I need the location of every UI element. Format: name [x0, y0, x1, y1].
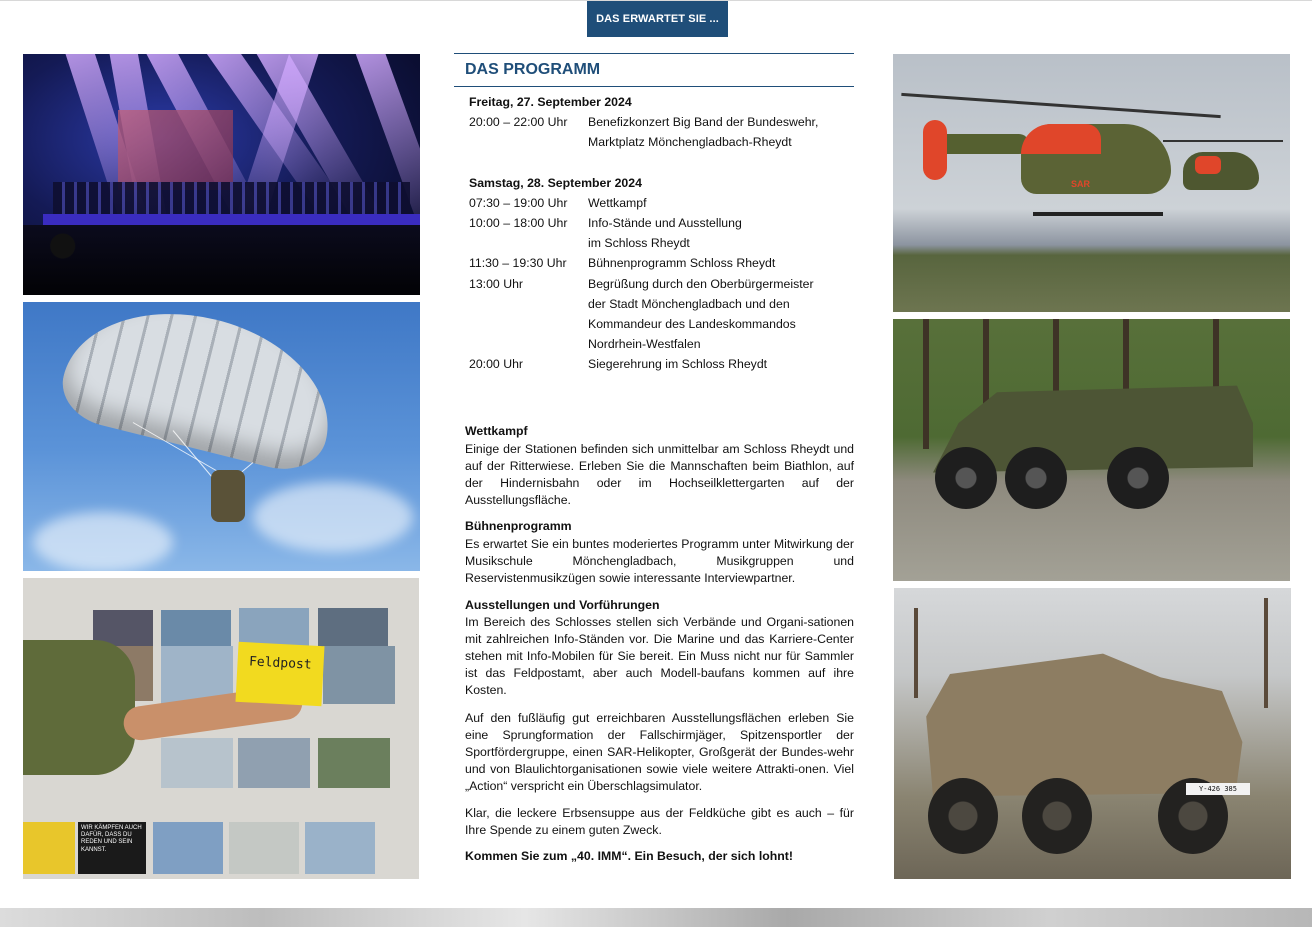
entry-desc: Siegerehrung im Schloss Rheydt	[588, 357, 768, 371]
day-label: Freitag, 27. September 2024	[469, 95, 632, 109]
entry-desc: im Schloss Rheydt	[588, 236, 690, 250]
entry-desc: Marktplatz Mönchengladbach-Rheydt	[588, 135, 792, 149]
photo-parachute	[23, 302, 420, 571]
paragraph: Klar, die leckere Erbsensuppe aus der Feldküche gibt es auch – für Ihre Spende zu einem guten Zweck.	[465, 806, 854, 837]
article-heading: Wettkampf	[465, 424, 528, 438]
banner-text: WIR KÄMPFEN AUCH DAFÜR, DASS DU REDEN UND SEIN KANNST.	[78, 822, 146, 874]
paragraph: Auf den fußläufig gut erreichbaren Ausstellungsflächen erleben Sie eine Sprungformation der Fallschirmjäger, Spitzensportler der Sportfördergruppe, einen SAR-Helikopter, Großgerät der Bundes-wehr und von Blaulichtorganisationen sowie viele weitere Attrakti-onen. Viel „Action“ verspricht ein Überschlagsimulator.	[465, 711, 854, 793]
footer-band	[0, 908, 1312, 927]
feldpost-card-text: Feldpost	[248, 654, 312, 673]
entry-desc: Kommandeur des Landeskommandos	[588, 317, 796, 331]
license-plate: Y-426 385	[1186, 783, 1250, 795]
day-label: Samstag, 28. September 2024	[469, 176, 642, 190]
entry-time: 13:00 Uhr	[469, 277, 524, 291]
entry-desc: Bühnenprogramm Schloss Rheydt	[588, 256, 776, 270]
entry-time: 11:30 – 19:30 Uhr	[469, 256, 567, 270]
entry-desc: Begrüßung durch den Oberbürgermeister	[588, 277, 814, 291]
section-rule-bottom	[454, 86, 854, 87]
article-text: Im Bereich des Schlosses stellen sich Verbände und Organi-sationen mit zahlreichen Info-Ständen vor. Die Marine und das Karriere-Center stehen mit Info-Mobilen für Sie bereit. Ein Muss nicht nur für Sammler ist das Feldpostamt, aber auch Modell-baufans kommen auf ihre Kosten.	[465, 615, 854, 697]
section-rule-top	[454, 53, 854, 54]
entry-desc: Wettkampf	[588, 196, 647, 210]
entry-desc: Benefizkonzert Big Band der Bundeswehr,	[588, 115, 819, 129]
entry-desc: der Stadt Mönchengladbach und den	[588, 297, 790, 311]
photo-feldpost-wall	[23, 578, 419, 879]
section-title: DAS PROGRAMM	[465, 61, 601, 78]
photo-patrol-vehicle	[894, 588, 1291, 879]
entry-time: 20:00 – 22:00 Uhr	[469, 115, 568, 129]
entry-desc: Info-Stände und Ausstellung	[588, 216, 742, 230]
photo-concert	[23, 54, 420, 295]
entry-time: 10:00 – 18:00 Uhr	[469, 216, 568, 230]
article-heading: Bühnenprogramm	[465, 519, 572, 533]
article-text: Es erwartet Sie ein buntes moderiertes Programm unter Mitwirkung der Musikschule Mönchengladbach, Musikgruppen und Reservistenmusikzügen sowie interessante Interviewpartner.	[465, 537, 854, 585]
heli-marking: SAR	[1071, 179, 1091, 189]
entry-desc: Nordrhein-Westfalen	[588, 337, 701, 351]
closing-line: Kommen Sie zum „40. IMM“. Ein Besuch, der sich lohnt!	[465, 849, 793, 863]
photo-helicopter	[893, 54, 1290, 312]
article-heading: Ausstellungen und Vorführungen	[465, 598, 660, 612]
entry-time: 20:00 Uhr	[469, 357, 524, 371]
section-badge: DAS ERWARTET SIE ...	[587, 1, 728, 37]
photo-armored-vehicle	[893, 319, 1290, 581]
entry-time: 07:30 – 19:00 Uhr	[469, 196, 568, 210]
article-text: Einige der Stationen befinden sich unmittelbar am Schloss Rheydt und auf der Ritterwiese. Erleben Sie die Mannschaften beim Biathlon, auf der Hindernisbahn oder im Hochseilklettergarten auf der Ausstellungsfläche.	[465, 442, 854, 507]
